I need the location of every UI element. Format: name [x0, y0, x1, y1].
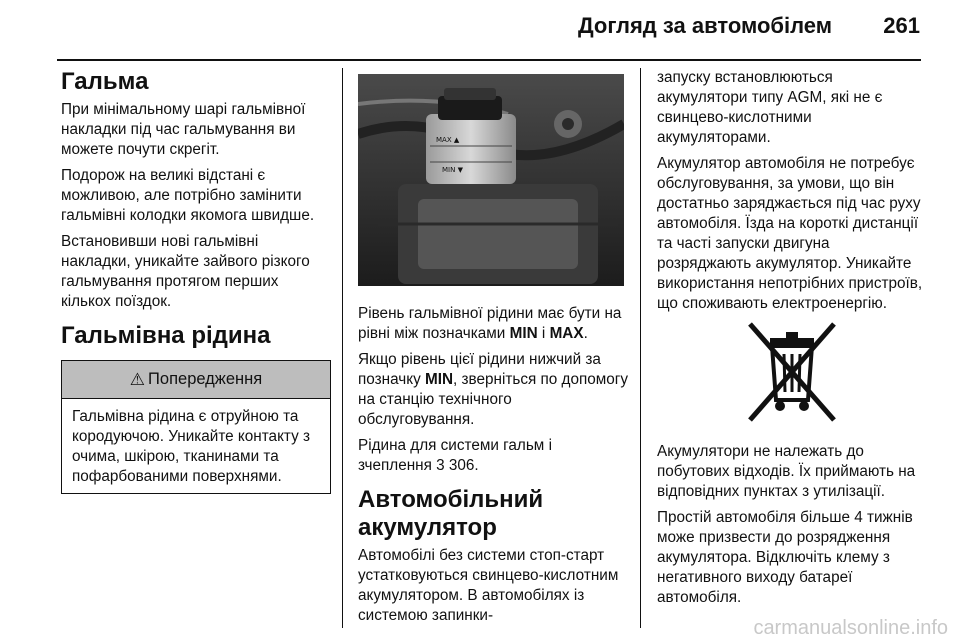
column-3	[657, 68, 927, 614]
warning-body	[62, 399, 330, 493]
brake-fluid-reservoir-photo	[358, 74, 624, 286]
warning-header	[62, 361, 330, 399]
warning-title: Попередження	[148, 370, 263, 388]
paragraph: Простій автомобіля більше 4 тижнів може призвести до розрядження акумулятора. Відключіть клему з негативного виходу батареї автомобіля.	[657, 509, 913, 606]
header-rule	[57, 59, 921, 61]
heading-battery: Автомобільний акумулятор	[358, 486, 544, 541]
column-divider-1	[342, 68, 343, 628]
page-reference-icon: 3	[436, 457, 445, 474]
paragraph-fluid-ref: Рідина для системи гальм і зчеплення 3 306.	[358, 437, 552, 474]
paragraph: запуску встановлюються акумулятори типу AGM, які не є свинцево-кислотними акумуляторами.	[657, 69, 883, 146]
paragraph: Автомобілі без системи стоп-старт устатковуються свинцево-кислотним акумулятором. В автомобілях із системою запинки-	[358, 547, 619, 624]
warning-text: Гальмівна рідина є отруйною та кородуючою. Уникайте контакту з очима, шкірою, тканинами та пофарбованими поверхнями.	[72, 408, 311, 485]
chapter-title: Догляд за автомобілем	[577, 13, 832, 38]
min-mark: MIN ▼	[442, 166, 463, 174]
paragraph: Встановивши нові гальмівні накладки, уникайте зайвого різкого гальмування протягом перших кількох поїздок.	[61, 233, 310, 310]
heading-brake-fluid: Гальмівна рідина	[61, 322, 271, 349]
watermark: carmanualsonline.info	[753, 617, 948, 639]
paragraph: Подорож на великі відстані є можливою, але потрібно замінити гальмівні колодки якомога швидше.	[61, 167, 315, 224]
paragraph: Акумулятор автомобіля не потребує обслуговування, за умови, що він достатньо заряджається під час руху автомобіля. Їзда на короткі дистанції та часті запуски двигуна розряджають акумулятор. Уникайте використання непотрібних пристроїв, що споживають електроенергію.	[657, 155, 923, 312]
column-divider-2	[640, 68, 641, 628]
max-mark: MAX ▲	[436, 136, 460, 144]
warning-triangle-icon: ⚠	[129, 369, 146, 389]
page-header	[0, 0, 960, 62]
paragraph: При мінімальному шарі гальмівної накладки під час гальмування ви можете почути скрегіт.	[61, 101, 306, 158]
paragraph-level: Рівень гальмівної рідини має бути на рівні між позначками MIN і MAX.	[358, 305, 622, 342]
crossed-out-wheelie-bin-icon	[742, 320, 842, 428]
paragraph-low-level: Якщо рівень цієї рідини нижчий за позначку MIN, зверніться по допомогу на станцію технічного обслуговування.	[358, 351, 629, 428]
paragraph: Акумулятори не належать до побутових відходів. Їх приймають на відповідних пунктах з утилізації.	[657, 443, 916, 500]
engine-bay-image	[358, 74, 624, 286]
column-1	[61, 68, 331, 494]
page-number: 261	[883, 13, 920, 38]
column-2	[358, 68, 630, 632]
warning-box	[61, 360, 331, 494]
heading-brakes: Гальма	[61, 68, 149, 95]
